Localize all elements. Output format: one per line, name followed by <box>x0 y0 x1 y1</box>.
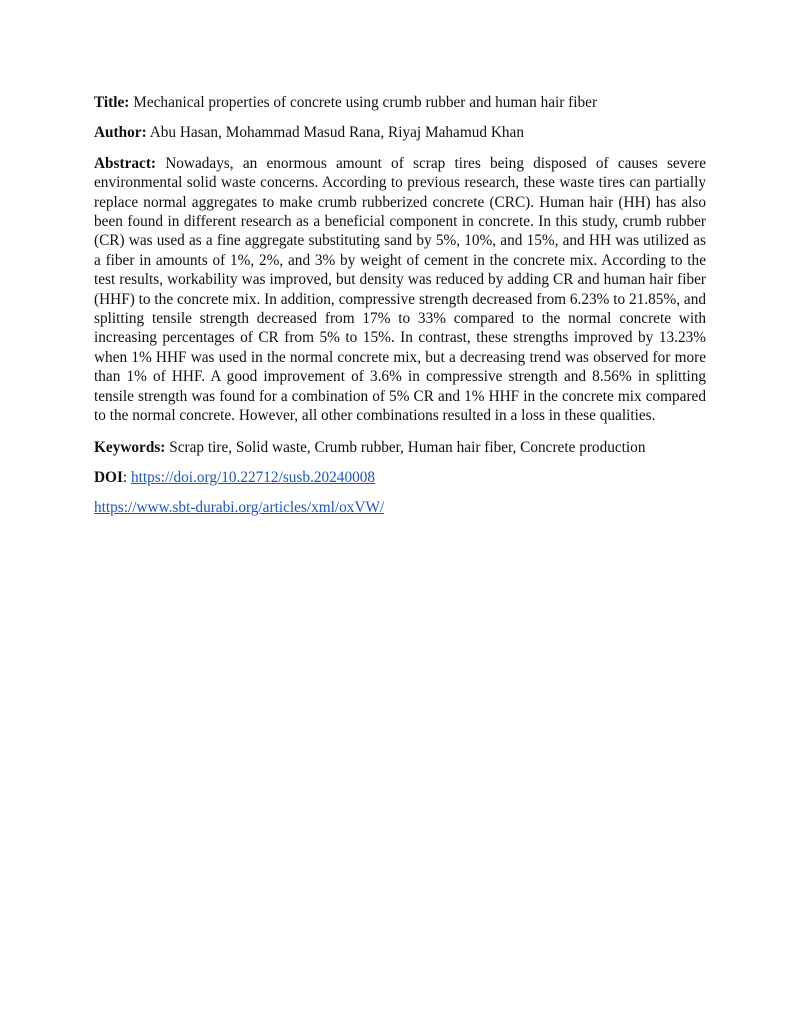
author-label: Author: <box>94 124 147 142</box>
article-link[interactable]: https://www.sbt-durabi.org/articles/xml/oxVW/ <box>94 499 385 517</box>
doi-label: DOI <box>94 468 123 486</box>
document-body <box>94 93 706 529</box>
title-line <box>94 93 706 112</box>
doi-link[interactable]: https://doi.org/10.22712/susb.20240008 <box>130 468 376 486</box>
keywords-label: Keywords: <box>94 438 166 456</box>
keywords-line <box>94 438 706 457</box>
doi-separator: : <box>122 468 128 486</box>
title-label: Title: <box>94 94 130 111</box>
doi-line <box>94 468 706 487</box>
abstract-label: Abstract: <box>94 154 157 172</box>
keywords-text: Scrap tire, Solid waste, Crumb rubber, Human hair fiber, Concrete production <box>169 438 646 456</box>
article-link-line <box>94 498 706 517</box>
abstract-paragraph <box>94 154 706 426</box>
title-text: Mechanical properties of concrete using crumb rubber and human hair fiber <box>133 94 598 111</box>
author-line <box>94 123 706 142</box>
author-text: Abu Hasan, Mohammad Masud Rana, Riyaj Mahamud Khan <box>149 124 524 142</box>
abstract-text: Nowadays, an enormous amount of scrap tires being disposed of causes severe environmental solid waste concerns. According to previous research, these waste tires can partially replace normal aggregates to make crumb rubberized concrete (CRC). Human hair (HH) has also been found in different research as a beneficial component in concrete. In this study, crumb rubber (CR) was used as a fine aggregate substituting sand by 5%, 10%, and 15%, and HH was utilized as a fiber in amounts of 1%, 2%, and 3% by weight of cement in the concrete mix. According to the test results, workability was improved, but density was reduced by adding CR and human hair fiber (HHF) to the concrete mix. In addition, compressive strength decreased from 6.23% to 21.85%, and splitting tensile strength decreased from 17% to 33% compared to the normal concrete with increasing percentages of CR from 5% to 15%. In contrast, these strengths improved by 13.23% when 1% HHF was used in the normal concrete mix, but a decreasing trend was observed for more than 1% of HHF. A good improvement of 3.6% in compressive strength and 8.56% in splitting tensile strength was found for a combination of 5% CR and 1% HHF in the concrete mix compared to the normal concrete. However, all other combinations resulted in a loss in these qualities. <box>94 154 707 425</box>
